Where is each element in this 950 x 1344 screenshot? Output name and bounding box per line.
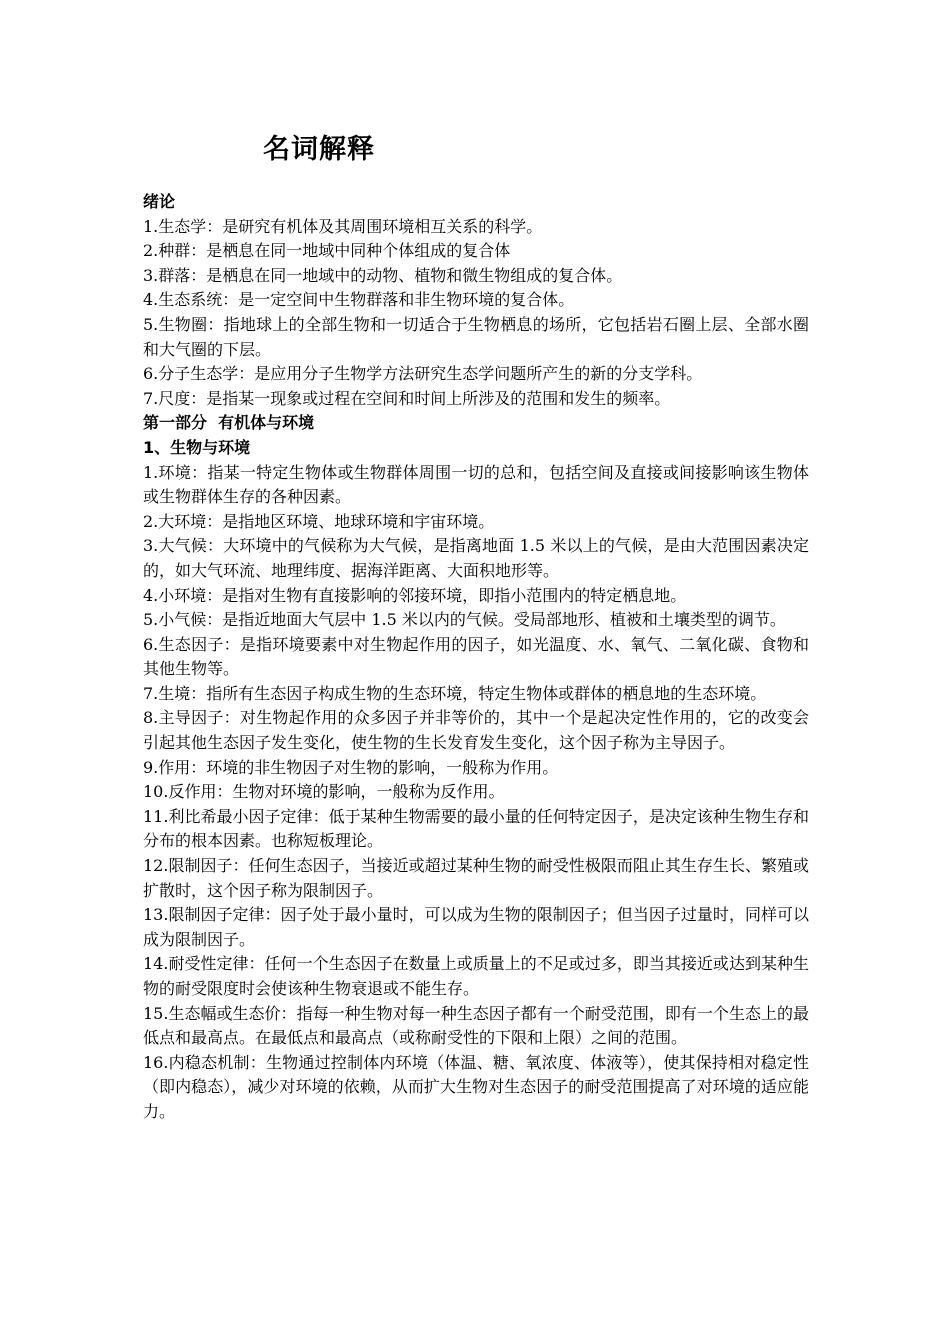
section-part-one xyxy=(143,411,809,436)
term-entry: 10.反作用：生物对环境的影响，一般称为反作用。 xyxy=(143,782,505,802)
part-heading: 第一部分 有机体与环境 xyxy=(143,413,315,433)
term-entry: 8.主导因子：对生物起作用的众多因子并非等价的，其中一个是起决定性作用的，它的改变会引起其他生态因子发生变化，使生物的生长发育发生变化，这个因子称为主导因子。 xyxy=(143,708,809,753)
term-entry: 1.生态学：是研究有机体及其周围环境相互关系的科学。 xyxy=(143,216,543,236)
term-entry: 9.作用：环境的非生物因子对生物的影响，一般称为作用。 xyxy=(143,757,559,777)
term-entry: 3.大气候：大环境中的气候称为大气候，是指离地面 1.5 米以上的气候，是由大范围因素决定的，如大气环流、地理纬度、据海洋距离、大面积地形等。 xyxy=(143,536,809,580)
term-entry: 15.生态幅或生态价：指每一种生物对每一种生态因子都有一个耐受范围，即有一个生态上的最低点和最高点。在最低点和最高点（或称耐受性的下限和上限）之间的范围。 xyxy=(143,1003,809,1048)
section-heading: 绪论 xyxy=(143,192,176,211)
section-heading: 1、生物与环境 xyxy=(143,437,251,457)
term-entry: 5.小气候：是指近地面大气层中 1.5 米以内的气候。受局部地形、植被和土壤类型的调节。 xyxy=(143,610,786,630)
section-organism-environment xyxy=(143,436,809,1125)
term-entry: 7.尺度：是指某一现象或过程在空间和时间上所涉及的范围和发生的频率。 xyxy=(143,388,671,408)
term-entry: 14.耐受性定律：任何一个生态因子在数量上或质量上的不足或过多，即当其接近或达到某种生物的耐受限度时会使该种生物衰退或不能生存。 xyxy=(143,954,809,998)
term-entry: 4.小环境：是指对生物有直接影响的邻接环境，即指小范围内的特定栖息地。 xyxy=(143,585,687,605)
term-entry: 12.限制因子：任何生态因子，当接近或超过某种生物的耐受性极限而阻止其生存生长、繁殖或扩散时，这个因子称为限制因子。 xyxy=(143,856,809,900)
term-entry: 13.限制因子定律：因子处于最小量时，可以成为生物的限制因子；但当因子过量时，同样可以成为限制因子。 xyxy=(143,905,809,949)
term-entry: 4.生态系统：是一定空间中生物群落和非生物环境的复合体。 xyxy=(143,290,575,310)
term-entry: 3.群落：是栖息在同一地域中的动物、植物和微生物组成的复合体。 xyxy=(143,265,623,285)
term-entry: 11.利比希最小因子定律：低于某种生物需要的最小量的任何特定因子，是决定该种生物生存和分布的根本因素。也称短板理论。 xyxy=(143,806,809,851)
term-entry: 5.生物圈：指地球上的全部生物和一切适合于生物栖息的场所，它包括岩石圈上层、全部水圈和大气圈的下层。 xyxy=(143,314,809,359)
page-title: 名词解释 xyxy=(263,134,375,165)
section-introduction xyxy=(143,190,809,411)
term-entry: 7.生境：指所有生态因子构成生物的生态环境，特定生物体或群体的栖息地的生态环境。 xyxy=(143,683,767,703)
term-entry: 2.种群：是栖息在同一地域中同种个体组成的复合体 xyxy=(143,241,511,261)
term-entry: 1.环境：指某一特定生物体或生物群体周围一切的总和，包括空间及直接或间接影响该生物体或生物群体生存的各种因素。 xyxy=(143,462,809,507)
term-entry: 16.内稳态机制：生物通过控制体内环境（体温、糖、氧浓度、体液等），使其保持相对稳定性（即内稳态），减少对环境的依赖，从而扩大生物对生态因子的耐受范围提高了对环境的适应能力。 xyxy=(143,1052,809,1121)
term-entry: 2.大环境：是指地区环境、地球环境和宇宙环境。 xyxy=(143,511,495,531)
term-entry: 6.生态因子：是指环境要素中对生物起作用的因子，如光温度、水、氧气、二氧化碳、食物和其他生物等。 xyxy=(143,634,809,679)
term-entry: 6.分子生态学：是应用分子生物学方法研究生态学问题所产生的新的分支学科。 xyxy=(143,364,703,384)
document-page xyxy=(143,128,809,1125)
